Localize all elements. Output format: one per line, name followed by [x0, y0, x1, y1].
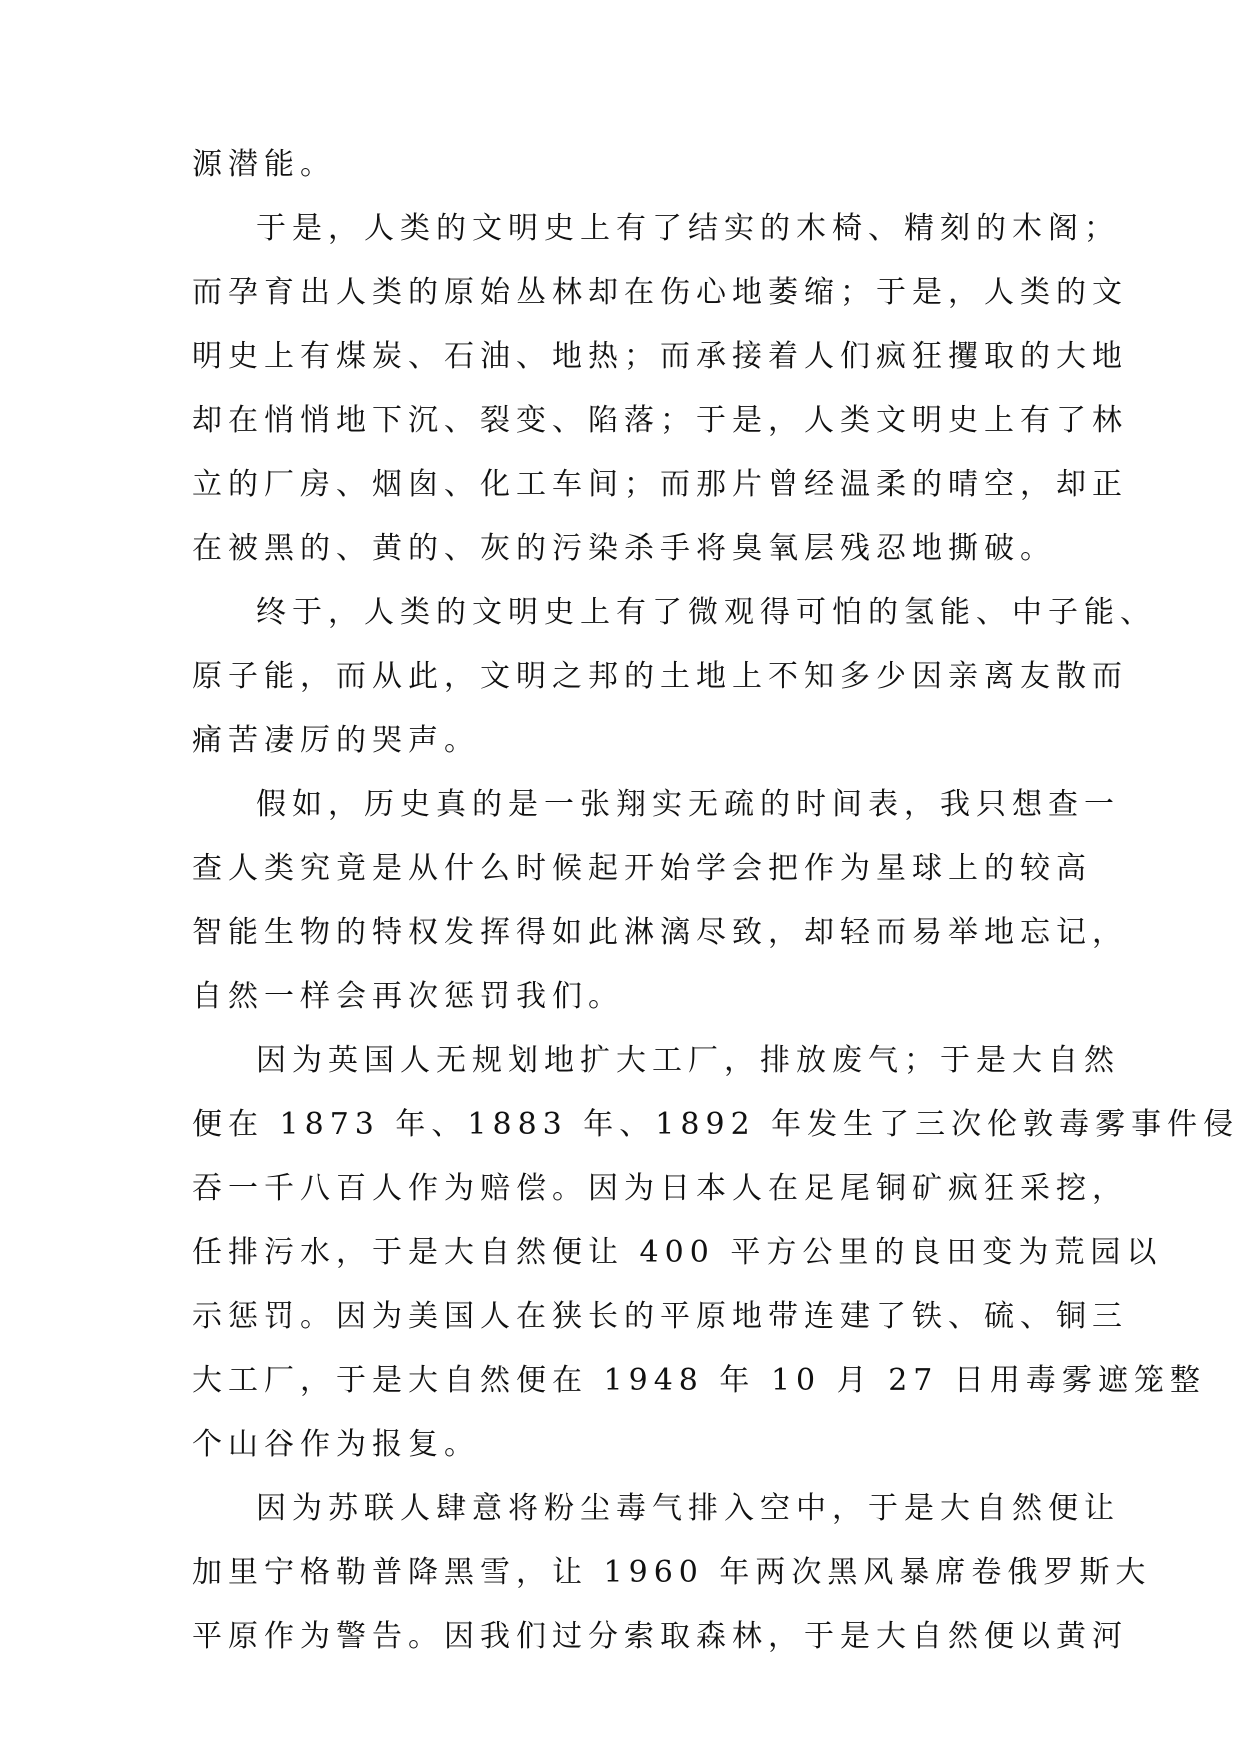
text-line: 便在 1873 年、1883 年、1892 年发生了三次伦敦毒雾事件侵	[192, 1107, 1240, 1142]
paragraph-start-line: 因为苏联人肆意将粉尘毒气排入空中，于是大自然便让	[256, 1491, 1120, 1526]
text-line: 加里宁格勒普降黑雪，让 1960 年两次黑风暴席卷俄罗斯大	[192, 1555, 1152, 1590]
text-line: 任排污水，于是大自然便让 400 平方公里的良田变为荒园以	[192, 1235, 1163, 1270]
paragraph-start-line: 终于，人类的文明史上有了微观得可怕的氢能、中子能、	[256, 595, 1156, 630]
text-line: 痛苦凄厉的哭声。	[192, 723, 480, 758]
text-line: 自然一样会再次惩罚我们。	[192, 979, 624, 1014]
text-line: 平原作为警告。因我们过分索取森林，于是大自然便以黄河	[192, 1619, 1128, 1654]
text-line: 源潜能。	[192, 147, 336, 182]
text-line: 个山谷作为报复。	[192, 1427, 480, 1462]
text-line: 原子能，而从此，文明之邦的土地上不知多少因亲离友散而	[192, 659, 1128, 694]
text-line: 查人类究竟是从什么时候起开始学会把作为星球上的较高	[192, 851, 1092, 886]
text-line: 却在悄悄地下沉、裂变、陷落；于是，人类文明史上有了林	[192, 403, 1128, 438]
text-line: 而孕育出人类的原始丛林却在伤心地萎缩；于是，人类的文	[192, 275, 1128, 310]
text-line: 明史上有煤炭、石油、地热；而承接着人们疯狂攫取的大地	[192, 339, 1128, 374]
paragraph-start-line: 因为英国人无规划地扩大工厂，排放废气；于是大自然	[256, 1043, 1120, 1078]
paragraph-start-line: 假如，历史真的是一张翔实无疏的时间表，我只想查一	[256, 787, 1120, 822]
text-line: 吞一千八百人作为赔偿。因为日本人在足尾铜矿疯狂采挖，	[192, 1171, 1128, 1206]
text-line: 智能生物的特权发挥得如此淋漓尽致，却轻而易举地忘记，	[192, 915, 1128, 950]
text-line: 在被黑的、黄的、灰的污染杀手将臭氧层残忍地撕破。	[192, 531, 1056, 566]
text-line: 立的厂房、烟囱、化工车间；而那片曾经温柔的晴空，却正	[192, 467, 1128, 502]
text-line: 示惩罚。因为美国人在狭长的平原地带连建了铁、硫、铜三	[192, 1299, 1128, 1334]
text-line: 大工厂，于是大自然便在 1948 年 10 月 27 日用毒雾遮笼整	[192, 1363, 1206, 1398]
paragraph-start-line: 于是，人类的文明史上有了结实的木椅、精刻的木阁；	[256, 211, 1120, 246]
